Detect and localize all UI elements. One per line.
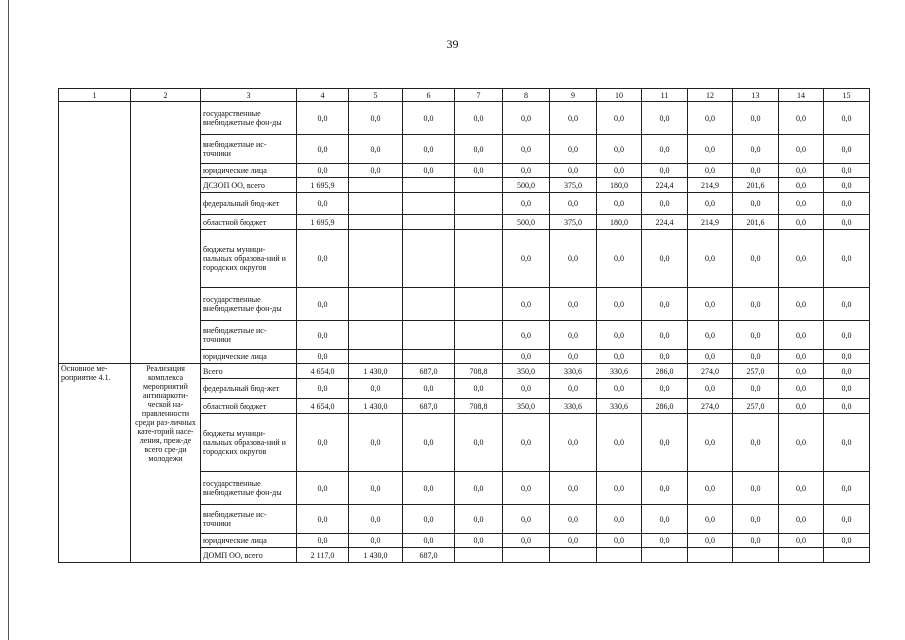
column-number-6: 6: [403, 89, 455, 102]
value-cell: 0,0: [642, 534, 688, 548]
value-cell: 0,0: [597, 164, 642, 178]
value-cell: 0,0: [642, 230, 688, 288]
value-cell: 0,0: [824, 230, 870, 288]
value-cell: 500,0: [503, 178, 550, 193]
value-cell: 0,0: [779, 505, 824, 534]
value-cell: 1 430,0: [349, 364, 403, 379]
value-cell: 708,8: [455, 399, 503, 414]
value-cell: 0,0: [733, 230, 779, 288]
value-cell: 0,0: [779, 288, 824, 321]
value-cell: 0,0: [503, 534, 550, 548]
value-cell: 0,0: [597, 414, 642, 472]
value-cell: 0,0: [503, 288, 550, 321]
value-cell: 0,0: [779, 321, 824, 350]
value-cell: 0,0: [597, 534, 642, 548]
value-cell: 0,0: [503, 230, 550, 288]
value-cell: 0,0: [733, 505, 779, 534]
value-cell: 500,0: [503, 215, 550, 230]
value-cell: 0,0: [824, 414, 870, 472]
value-cell: 0,0: [642, 135, 688, 164]
value-cell: 224,4: [642, 215, 688, 230]
value-cell: 0,0: [297, 472, 349, 505]
column-number-8: 8: [503, 89, 550, 102]
value-cell: 330,6: [550, 364, 597, 379]
column-number-10: 10: [597, 89, 642, 102]
value-cell: 0,0: [550, 230, 597, 288]
value-cell: [455, 215, 503, 230]
value-cell: 687,0: [403, 399, 455, 414]
value-cell: 0,0: [733, 414, 779, 472]
value-cell: 0,0: [733, 193, 779, 215]
value-cell: 0,0: [297, 321, 349, 350]
value-cell: 0,0: [824, 472, 870, 505]
value-cell: 0,0: [550, 193, 597, 215]
value-cell: 0,0: [503, 472, 550, 505]
value-cell: 0,0: [779, 364, 824, 379]
value-cell: 0,0: [733, 164, 779, 178]
value-cell: 0,0: [642, 505, 688, 534]
value-cell: [349, 321, 403, 350]
value-cell: 0,0: [688, 534, 733, 548]
value-cell: 0,0: [733, 288, 779, 321]
value-cell: 0,0: [824, 164, 870, 178]
funding-source-label: Всего: [201, 364, 297, 379]
value-cell: 0,0: [642, 193, 688, 215]
value-cell: 0,0: [550, 321, 597, 350]
value-cell: 4 654,0: [297, 399, 349, 414]
value-cell: 0,0: [642, 288, 688, 321]
continued-name-cell: [131, 102, 201, 364]
value-cell: 0,0: [297, 230, 349, 288]
value-cell: 0,0: [550, 102, 597, 135]
value-cell: 0,0: [597, 350, 642, 364]
value-cell: [349, 215, 403, 230]
value-cell: 201,6: [733, 178, 779, 193]
funding-source-label: федеральный бюд-жет: [201, 193, 297, 215]
value-cell: 0,0: [349, 472, 403, 505]
value-cell: [455, 350, 503, 364]
value-cell: [403, 288, 455, 321]
value-cell: 0,0: [688, 350, 733, 364]
column-number-1: 1: [59, 89, 131, 102]
column-number-2: 2: [131, 89, 201, 102]
value-cell: 0,0: [688, 505, 733, 534]
value-cell: 0,0: [597, 505, 642, 534]
value-cell: [403, 193, 455, 215]
value-cell: 0,0: [733, 472, 779, 505]
value-cell: [455, 288, 503, 321]
value-cell: [597, 548, 642, 563]
value-cell: 0,0: [779, 193, 824, 215]
value-cell: 0,0: [824, 321, 870, 350]
value-cell: [349, 230, 403, 288]
funding-source-label: государственные внебюджетные фон-ды: [201, 472, 297, 505]
value-cell: 0,0: [297, 193, 349, 215]
value-cell: 0,0: [503, 164, 550, 178]
page-number: 39: [446, 37, 459, 51]
value-cell: 0,0: [403, 379, 455, 399]
funding-source-label: внебюджетные ис-точники: [201, 321, 297, 350]
value-cell: 0,0: [297, 414, 349, 472]
value-cell: 0,0: [688, 102, 733, 135]
column-number-9: 9: [550, 89, 597, 102]
value-cell: 0,0: [403, 164, 455, 178]
value-cell: 0,0: [688, 472, 733, 505]
value-cell: [403, 215, 455, 230]
value-cell: [455, 230, 503, 288]
value-cell: 0,0: [824, 364, 870, 379]
value-cell: 0,0: [297, 288, 349, 321]
value-cell: 0,0: [642, 164, 688, 178]
value-cell: 330,6: [597, 399, 642, 414]
value-cell: 330,6: [597, 364, 642, 379]
value-cell: 0,0: [349, 379, 403, 399]
value-cell: 0,0: [779, 534, 824, 548]
value-cell: [455, 193, 503, 215]
continued-code-cell: [59, 102, 131, 364]
value-cell: [403, 350, 455, 364]
value-cell: [403, 321, 455, 350]
value-cell: 214,9: [688, 178, 733, 193]
page-edge-line: [8, 0, 9, 640]
funding-source-label: юридические лица: [201, 350, 297, 364]
value-cell: 257,0: [733, 364, 779, 379]
value-cell: 0,0: [688, 135, 733, 164]
value-cell: 0,0: [824, 505, 870, 534]
value-cell: 0,0: [688, 414, 733, 472]
funding-source-label: государственные внебюджетные фон-ды: [201, 288, 297, 321]
value-cell: 0,0: [824, 534, 870, 548]
value-cell: 0,0: [733, 379, 779, 399]
value-cell: 0,0: [503, 350, 550, 364]
value-cell: 687,0: [403, 364, 455, 379]
value-cell: [349, 193, 403, 215]
value-cell: 0,0: [597, 472, 642, 505]
value-cell: [455, 548, 503, 563]
value-cell: 274,0: [688, 399, 733, 414]
value-cell: 286,0: [642, 364, 688, 379]
value-cell: [642, 548, 688, 563]
column-number-12: 12: [688, 89, 733, 102]
value-cell: 0,0: [550, 414, 597, 472]
value-cell: 0,0: [550, 505, 597, 534]
funding-source-label: областной бюджет: [201, 399, 297, 414]
value-cell: [349, 350, 403, 364]
value-cell: [349, 178, 403, 193]
value-cell: 0,0: [779, 379, 824, 399]
value-cell: 0,0: [349, 505, 403, 534]
value-cell: 0,0: [349, 534, 403, 548]
value-cell: 0,0: [550, 164, 597, 178]
value-cell: 0,0: [824, 215, 870, 230]
value-cell: 0,0: [824, 135, 870, 164]
table-row: [59, 364, 870, 379]
value-cell: 0,0: [550, 288, 597, 321]
funding-source-label: ДОМП ОО, всего: [201, 548, 297, 563]
value-cell: 0,0: [503, 505, 550, 534]
value-cell: 0,0: [349, 414, 403, 472]
value-cell: [349, 288, 403, 321]
value-cell: 0,0: [349, 135, 403, 164]
value-cell: 0,0: [403, 505, 455, 534]
funding-source-label: федеральный бюд-жет: [201, 379, 297, 399]
value-cell: 0,0: [455, 505, 503, 534]
funding-source-label: бюджеты муници-пальных образова-ний и городских округов: [201, 414, 297, 472]
value-cell: [503, 548, 550, 563]
value-cell: 1 695,9: [297, 178, 349, 193]
value-cell: 201,6: [733, 215, 779, 230]
value-cell: 2 117,0: [297, 548, 349, 563]
value-cell: 0,0: [779, 102, 824, 135]
value-cell: 274,0: [688, 364, 733, 379]
value-cell: 0,0: [597, 321, 642, 350]
value-cell: 1 430,0: [349, 548, 403, 563]
value-cell: 0,0: [503, 135, 550, 164]
value-cell: 0,0: [297, 164, 349, 178]
value-cell: 0,0: [349, 102, 403, 135]
table-row: [59, 102, 870, 135]
value-cell: 0,0: [824, 379, 870, 399]
column-number-15: 15: [824, 89, 870, 102]
value-cell: 330,6: [550, 399, 597, 414]
value-cell: 0,0: [403, 102, 455, 135]
value-cell: 224,4: [642, 178, 688, 193]
value-cell: 0,0: [733, 534, 779, 548]
value-cell: 375,0: [550, 215, 597, 230]
value-cell: 180,0: [597, 178, 642, 193]
value-cell: 0,0: [688, 379, 733, 399]
value-cell: 0,0: [455, 472, 503, 505]
value-cell: [688, 548, 733, 563]
value-cell: 0,0: [733, 135, 779, 164]
value-cell: 4 654,0: [297, 364, 349, 379]
value-cell: 0,0: [779, 178, 824, 193]
funding-source-label: юридические лица: [201, 534, 297, 548]
value-cell: 0,0: [642, 472, 688, 505]
value-cell: 0,0: [297, 379, 349, 399]
value-cell: 0,0: [733, 321, 779, 350]
column-number-13: 13: [733, 89, 779, 102]
value-cell: 0,0: [597, 102, 642, 135]
value-cell: 0,0: [779, 230, 824, 288]
value-cell: 0,0: [550, 534, 597, 548]
column-number-7: 7: [455, 89, 503, 102]
value-cell: 0,0: [455, 102, 503, 135]
value-cell: 0,0: [455, 414, 503, 472]
value-cell: 0,0: [642, 102, 688, 135]
value-cell: 0,0: [824, 178, 870, 193]
value-cell: 0,0: [642, 379, 688, 399]
funding-source-label: ДСЗОП ОО, всего: [201, 178, 297, 193]
funding-source-label: внебюджетные ис-точники: [201, 135, 297, 164]
funding-source-label: юридические лица: [201, 164, 297, 178]
value-cell: 0,0: [455, 164, 503, 178]
value-cell: 0,0: [824, 288, 870, 321]
value-cell: 0,0: [455, 135, 503, 164]
value-cell: 0,0: [779, 350, 824, 364]
column-number-14: 14: [779, 89, 824, 102]
value-cell: 0,0: [688, 288, 733, 321]
value-cell: 0,0: [642, 321, 688, 350]
value-cell: 0,0: [824, 102, 870, 135]
funding-source-label: внебюджетные ис-точники: [201, 505, 297, 534]
measure-name-cell: Реализация комплекса мероприятий антинаркоти-ческой на-правленности среди раз-личных кате-горий насе-ления, преж-де всего сре-ди молодежи: [131, 364, 201, 563]
value-cell: [779, 548, 824, 563]
value-cell: 0,0: [688, 193, 733, 215]
value-cell: 0,0: [403, 472, 455, 505]
value-cell: [403, 230, 455, 288]
value-cell: 0,0: [824, 193, 870, 215]
value-cell: [455, 321, 503, 350]
value-cell: 0,0: [403, 414, 455, 472]
value-cell: 0,0: [642, 350, 688, 364]
value-cell: 0,0: [297, 350, 349, 364]
value-cell: 0,0: [503, 414, 550, 472]
value-cell: 0,0: [779, 164, 824, 178]
value-cell: 708,8: [455, 364, 503, 379]
value-cell: 350,0: [503, 364, 550, 379]
measure-code-cell: Основное ме-роприятие 4.1.: [59, 364, 131, 563]
value-cell: 0,0: [503, 193, 550, 215]
value-cell: 0,0: [503, 321, 550, 350]
value-cell: 0,0: [503, 379, 550, 399]
value-cell: 0,0: [297, 135, 349, 164]
value-cell: 0,0: [597, 288, 642, 321]
value-cell: 180,0: [597, 215, 642, 230]
value-cell: 0,0: [779, 414, 824, 472]
value-cell: 0,0: [688, 230, 733, 288]
value-cell: [824, 548, 870, 563]
value-cell: 0,0: [550, 472, 597, 505]
value-cell: 350,0: [503, 399, 550, 414]
value-cell: 0,0: [550, 350, 597, 364]
value-cell: [455, 178, 503, 193]
value-cell: 0,0: [403, 135, 455, 164]
value-cell: 257,0: [733, 399, 779, 414]
value-cell: 0,0: [297, 534, 349, 548]
value-cell: 0,0: [597, 230, 642, 288]
value-cell: 0,0: [824, 399, 870, 414]
value-cell: 687,0: [403, 548, 455, 563]
value-cell: [403, 178, 455, 193]
value-cell: 0,0: [733, 102, 779, 135]
column-number-11: 11: [642, 89, 688, 102]
value-cell: 0,0: [455, 379, 503, 399]
value-cell: 0,0: [550, 379, 597, 399]
value-cell: 0,0: [779, 215, 824, 230]
value-cell: [550, 548, 597, 563]
column-number-3: 3: [201, 89, 297, 102]
value-cell: 0,0: [642, 414, 688, 472]
value-cell: 0,0: [779, 472, 824, 505]
value-cell: 0,0: [824, 350, 870, 364]
value-cell: 0,0: [455, 534, 503, 548]
value-cell: 0,0: [733, 350, 779, 364]
table-header-row: [59, 89, 870, 102]
budget-table: [58, 88, 870, 563]
value-cell: [733, 548, 779, 563]
funding-source-label: государственные внебюджетные фон-ды: [201, 102, 297, 135]
value-cell: 0,0: [550, 135, 597, 164]
column-number-5: 5: [349, 89, 403, 102]
value-cell: 0,0: [688, 321, 733, 350]
value-cell: 1 695,9: [297, 215, 349, 230]
value-cell: 0,0: [503, 102, 550, 135]
funding-source-label: бюджеты муници-пальных образова-ний и городских округов: [201, 230, 297, 288]
funding-source-label: областной бюджет: [201, 215, 297, 230]
value-cell: 375,0: [550, 178, 597, 193]
value-cell: 0,0: [597, 379, 642, 399]
value-cell: 0,0: [349, 164, 403, 178]
value-cell: 214,9: [688, 215, 733, 230]
value-cell: 0,0: [779, 135, 824, 164]
value-cell: 0,0: [688, 164, 733, 178]
column-number-4: 4: [297, 89, 349, 102]
value-cell: 286,0: [642, 399, 688, 414]
value-cell: 0,0: [597, 193, 642, 215]
value-cell: 0,0: [297, 102, 349, 135]
value-cell: 1 430,0: [349, 399, 403, 414]
value-cell: 0,0: [779, 399, 824, 414]
value-cell: 0,0: [403, 534, 455, 548]
value-cell: 0,0: [297, 505, 349, 534]
value-cell: 0,0: [597, 135, 642, 164]
